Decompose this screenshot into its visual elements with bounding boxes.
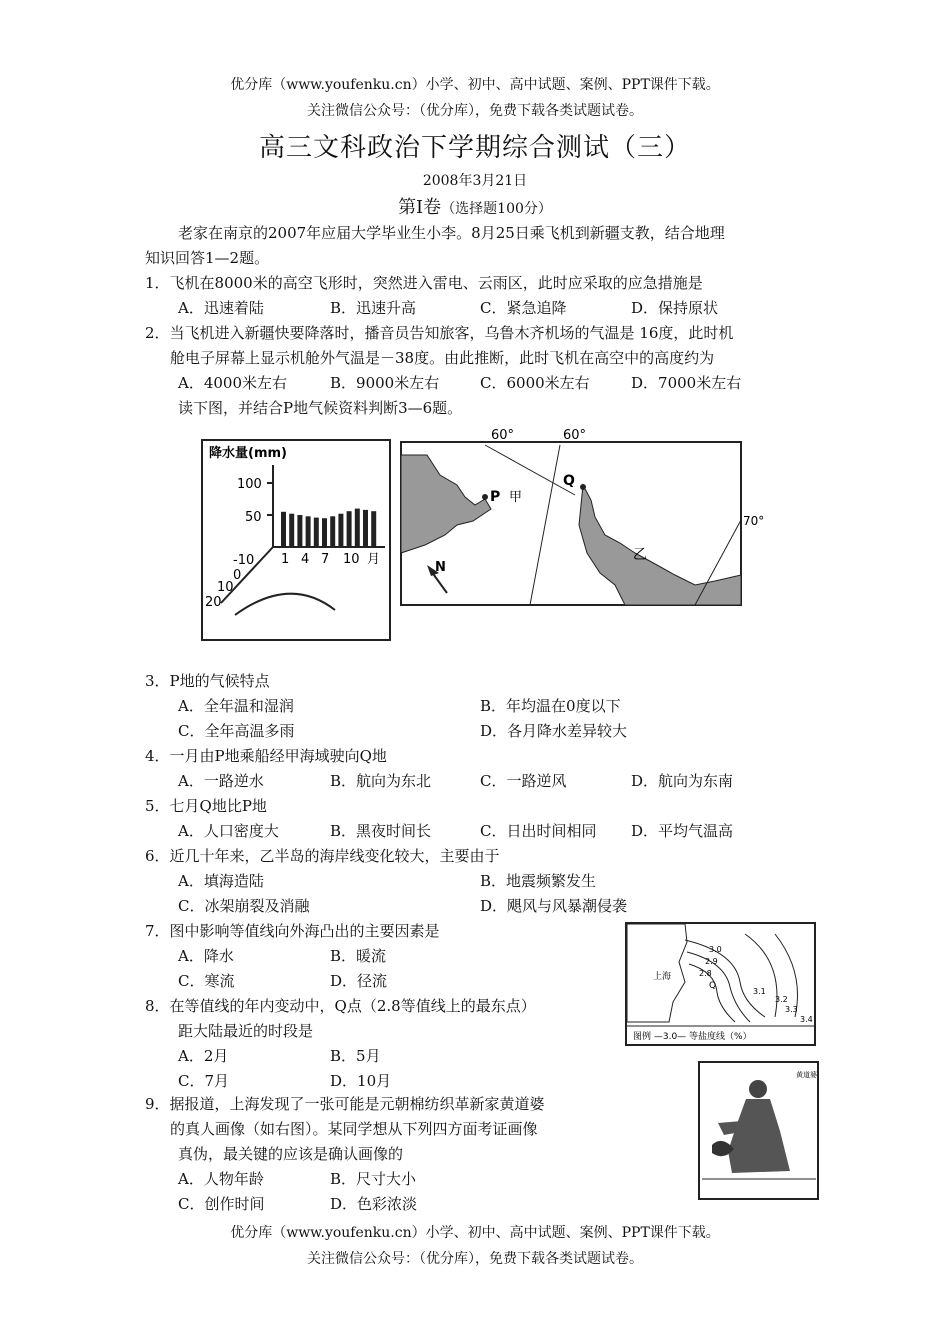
q1-option-a: A．迅速着陆 [178, 299, 264, 317]
q6-option-c: C．冰架崩裂及消融 [178, 897, 310, 915]
label-3-2: 3.2 [775, 995, 788, 1004]
q2-option-b: B．9000米左右 [330, 374, 440, 392]
lat-label-70: 70° [743, 514, 765, 528]
q8-option-d: D．10月 [330, 1072, 392, 1090]
q9-option-a: A．人物年龄 [178, 1170, 264, 1188]
point-q [580, 484, 586, 490]
q1-option-c: C．紧急追降 [480, 299, 567, 317]
label-3-4: 3.4 [800, 1015, 813, 1024]
map-label-p: P [490, 489, 501, 505]
point-p [482, 494, 488, 500]
q1-option-b: B．迅速升高 [330, 299, 417, 317]
climate-ylabel: 降水量(mm) [209, 446, 287, 461]
month-label-unit: 月 [367, 552, 381, 567]
ytick-label-100: 100 [237, 477, 262, 492]
q3-option-b: B．年均温在0度以下 [480, 697, 621, 715]
q5-option-c: C．日出时间相同 [480, 822, 597, 840]
footer-line-1: 优分库（www.youfenku.cn）小学、初中、高中试题、案例、PPT课件下载。 [230, 1225, 720, 1241]
q8-option-a: A．2月 [178, 1047, 229, 1065]
temperature-curve [235, 594, 335, 615]
header-line-2: 关注微信公众号：（优分库），免费下载各类试题试卷。 [307, 103, 643, 119]
figure-3-portrait [698, 1061, 820, 1201]
q4-option-a: A．一路逆水 [178, 772, 264, 790]
q3-option-d: D．各月降水差异较大 [480, 722, 628, 740]
q9-option-d: D．色彩浓淡 [330, 1195, 418, 1213]
figure-2-salinity-map [625, 922, 817, 1047]
q4-option-b: B．航向为东北 [330, 772, 432, 790]
lat-label-60-a: 60° [491, 428, 515, 443]
q3-option-a: A．全年温和湿润 [178, 697, 294, 715]
salinity-legend: 图例 —3.0— 等盐度线（%） [633, 1032, 752, 1042]
section-heading [0, 193, 950, 219]
lat-label-60-b: 60° [563, 428, 587, 443]
section-name: 第Ⅰ卷 [398, 197, 442, 218]
page-title: 高三文科政治下学期综合测试（三） [258, 133, 691, 163]
q8-stem-1: 8．在等值线的年内变动中，Q点（2.8等值线上的最东点） [145, 997, 536, 1015]
q9-option-c: C．创作时间 [178, 1195, 265, 1213]
q7-stem: 7．图中影响等值线向外海凸出的主要因素是 [145, 922, 440, 940]
figure-1 [195, 425, 765, 645]
precip-bar-month-6 [322, 518, 327, 547]
q5-option-b: B．黑夜时间长 [330, 822, 432, 840]
q7-option-a: A．降水 [178, 947, 234, 965]
q4-option-d: D．航向为东南 [631, 772, 734, 790]
q6-stem: 6．近几十年来，乙半岛的海岸线变化较大，主要由于 [145, 847, 500, 865]
q5-option-a: A．人口密度大 [178, 822, 279, 840]
footer-line-2: 关注微信公众号：（优分库），免费下载各类试题试卷。 [307, 1251, 643, 1267]
label-2-9: 2.9 [705, 957, 718, 966]
q3-stem: 3．P地的气候特点 [145, 672, 270, 690]
map-label-q: Q [563, 473, 575, 489]
precip-bar-month-2 [289, 514, 294, 547]
month-label-1: 1 [281, 552, 290, 567]
map-label-jia: 甲 [509, 490, 523, 505]
q4-option-c: C．一路逆风 [480, 772, 567, 790]
q9-stem-3: 真伪，最关键的应该是确认画像的 [178, 1145, 404, 1163]
q7-option-c: C．寒流 [178, 972, 235, 990]
q5-stem: 5．七月Q地比P地 [145, 797, 267, 815]
q9-option-b: B．尺寸大小 [330, 1170, 417, 1188]
precip-bar-month-9 [347, 511, 352, 547]
q6-option-b: B．地震频繁发生 [480, 872, 597, 890]
q9-stem-2: 的真人画像（如右图）。某同学想从下列四方面考证画像 [170, 1120, 538, 1138]
q2-option-a: A．4000米左右 [178, 374, 288, 392]
precip-bar-month-3 [297, 515, 302, 547]
q4-stem: 4．一月由P地乘船经甲海域驶向Q地 [145, 747, 387, 765]
precip-bars [281, 509, 376, 547]
q1-option-d: D．保持原状 [631, 299, 719, 317]
q8-stem-2: 距大陆最近的时段是 [178, 1022, 314, 1040]
precip-bar-month-11 [363, 510, 368, 547]
portrait-head [749, 1080, 767, 1098]
q8-option-c: C．7月 [178, 1072, 230, 1090]
label-shanghai: 上海 [653, 972, 672, 982]
precip-bar-month-1 [281, 512, 286, 547]
temp-tick-20: 20 [205, 595, 222, 610]
precip-bar-month-4 [306, 516, 311, 547]
label-3-0: 3.0 [709, 945, 722, 954]
temp-tick-0: 0 [233, 568, 242, 583]
temp-tick--10: -10 [233, 553, 255, 568]
precip-bar-month-10 [355, 509, 360, 547]
q1-stem: 1．飞机在8000米的高空飞形时，突然进入雷电、云雨区，此时应采取的应急措施是 [145, 274, 703, 292]
exam-date: 2008年3月21日 [422, 173, 528, 189]
climate-chart-frame [202, 440, 390, 640]
temp-tick-10: 10 [217, 580, 234, 595]
q2-stem-2: 舱电子屏幕上显示机舱外气温是－38度。由此推断，此时飞机在高空中的高度约为 [170, 349, 715, 367]
precip-bar-month-5 [314, 518, 319, 547]
precip-bar-month-7 [330, 516, 335, 547]
q9-stem-1: 9．据报道，上海发现了一张可能是元朝棉纺织革新家黄道婆 [145, 1095, 545, 1113]
precip-bar-month-8 [338, 514, 343, 547]
label-3-1: 3.1 [753, 987, 766, 996]
label-q: Q [709, 981, 717, 991]
q2-stem-1: 2．当飞机进入新疆快要降落时，播音员告知旅客，乌鲁木齐机场的气温是 16度，此时机 [145, 324, 734, 342]
q8-option-b: B．5月 [330, 1047, 381, 1065]
label-2-8: 2.8 [699, 969, 712, 978]
month-label-4: 4 [301, 552, 310, 567]
q6-option-a: A．填海造陆 [178, 872, 264, 890]
q2-option-d: D．7000米左右 [631, 374, 742, 392]
header-line-1: 优分库（www.youfenku.cn）小学、初中、高中试题、案例、PPT课件下载。 [230, 77, 720, 93]
section-note: （选择题100分） [441, 201, 552, 217]
q6-option-d: D．飓风与风暴潮侵袭 [480, 897, 628, 915]
month-label-10: 10 [343, 552, 360, 567]
north-label: N [435, 560, 446, 575]
intro-1-line-2: 知识回答1—2题。 [145, 249, 270, 267]
q7-option-b: B．暖流 [330, 947, 387, 965]
label-3-3: 3.3 [785, 1005, 798, 1014]
q5-option-d: D．平均气温高 [631, 822, 734, 840]
portrait-caption: 黄道婆 [796, 1071, 817, 1079]
map-label-yi: 乙 [633, 547, 647, 563]
q2-option-c: C．6000米左右 [480, 374, 590, 392]
precip-bar-month-12 [371, 511, 376, 547]
q3-option-c: C．全年高温多雨 [178, 722, 295, 740]
intro-2: 读下图，并结合P地气候资料判断3—6题。 [178, 399, 463, 417]
month-label-7: 7 [321, 552, 330, 567]
ytick-label-50: 50 [245, 510, 262, 525]
intro-1-line-1: 老家在南京的2007年应届大学毕业生小李。8月25日乘飞机到新疆支教，结合地理 [178, 224, 725, 242]
q7-option-d: D．径流 [330, 972, 388, 990]
